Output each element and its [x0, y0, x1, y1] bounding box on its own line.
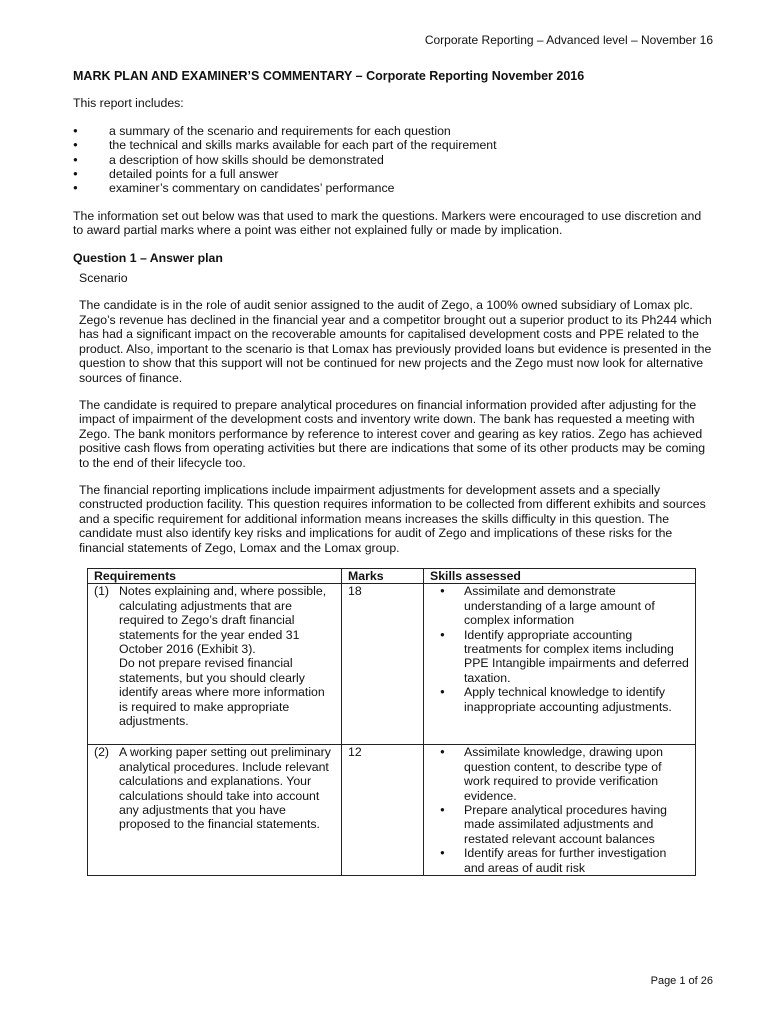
skill-item: ● Identify appropriate accounting treatments for complex items including PPE Intangible impairments and deferred taxation.: [430, 628, 689, 686]
marks-cell: 18: [342, 584, 424, 745]
requirement-number: (1): [94, 584, 110, 599]
requirement-cell: [88, 584, 342, 745]
skills-cell: [424, 584, 696, 745]
list-item: ● detailed points for a full answer: [73, 167, 713, 181]
header-marks: Marks: [342, 568, 424, 583]
skills-cell: [424, 745, 696, 876]
intro-text: This report includes:: [73, 96, 184, 111]
skill-item: ● Assimilate and demonstrate understanding of a large amount of complex information: [430, 584, 689, 627]
table-row: [88, 584, 696, 745]
skills-list: [430, 584, 689, 714]
requirement-text: Notes explaining and, where possible, calculating adjustments that are required to Zego’s draft financial statements for the year ended 31 October 2016 (Exhibit 3).: [119, 584, 327, 656]
scenario-paragraph: The candidate is required to prepare analytical procedures on financial information provided after adjusting for the impact of impairment of the development costs and inventory write down. The bank has requested a meeting with Zego. The bank monitors performance by reference to interest cover and gearing as key ratios. Zego has achieved positive cash flows from operating activities but there are indications that some of its other products may be coming to the end of their lifecycle too.: [79, 397, 706, 470]
page-number: Page 1 of 26: [650, 975, 713, 987]
question-heading: Question 1 – Answer plan: [73, 250, 223, 265]
requirement-cell: [88, 745, 342, 876]
requirements-table: [87, 568, 696, 876]
list-item: ● a description of how skills should be demonstrated: [73, 153, 713, 167]
report-contents-list: [73, 124, 713, 196]
requirement-text-note: Do not prepare revised financial statements, but you should clearly identify areas where more information is required to make appropriate adjustments.: [119, 656, 325, 729]
scenario-section: [79, 271, 713, 555]
list-item: ● examiner’s commentary on candidates’ performance: [73, 181, 713, 195]
requirement-text: A working paper setting out preliminary analytical procedures. Include relevant calculations and explanations. Your calculations should take into account any adjustments that you have proposed to the financial statements.: [119, 745, 331, 832]
requirement-number: (2): [94, 745, 110, 760]
scenario-label: Scenario: [79, 271, 128, 286]
page-content: [73, 69, 713, 876]
skill-item: ● Prepare analytical procedures having made assimilated adjustments and restated relevant account balances: [430, 803, 689, 846]
marks-cell: 12: [342, 745, 424, 876]
header-requirements: Requirements: [88, 568, 342, 583]
scenario-paragraph: The candidate is in the role of audit senior assigned to the audit of Zego, a 100% owned subsidiary of Lomax plc. Zego’s revenue has declined in the financial year and a competitor brought out a superior product to its Ph244 which has had a significant impact on the recoverable amounts for capitalised development costs and PPE related to the product. Also, important to the scenario is that Lomax has previously provided loans but evidence is presented in the question to show that this support will not be continued for new projects and the Zego must now look for alternative sources of finance.: [79, 298, 712, 385]
skill-item: ● Identify areas for further investigation and areas of audit risk: [430, 846, 689, 875]
skill-item: ● Assimilate knowledge, drawing upon question content, to describe type of work required to provide verification evidence.: [430, 745, 689, 803]
page-title: [73, 69, 713, 83]
table-row: [88, 745, 696, 876]
list-item: ● a summary of the scenario and requirements for each question: [73, 124, 713, 138]
header-skills: Skills assessed: [424, 568, 696, 583]
skill-item: ● Apply technical knowledge to identify inappropriate accounting adjustments.: [430, 685, 689, 714]
title-main: MARK PLAN AND EXAMINER’S COMMENTARY: [73, 69, 353, 83]
table-header-row: [88, 568, 696, 583]
title-separator: –: [352, 69, 367, 83]
running-header: Corporate Reporting – Advanced level – November 16: [424, 33, 713, 47]
list-item: ● the technical and skills marks available for each part of the requirement: [73, 138, 713, 152]
scenario-paragraph: The financial reporting implications include impairment adjustments for development assets and a specially constructed production facility. This question requires information to be collected from different exhibits and sources and a specific requirement for additional information means increases the skills difficulty in this question. The candidate must also identify key risks and implications for audit of Zego and implications of these risks for the financial statements of Zego, Lomax and the Lomax group.: [79, 482, 706, 555]
title-sub: Corporate Reporting November 2016: [366, 69, 585, 83]
skills-list: [430, 745, 689, 875]
markers-paragraph: The information set out below was that used to mark the questions. Markers were encouraged to use discretion and to award partial marks where a point was either not explained fully or made by implication.: [73, 208, 702, 238]
